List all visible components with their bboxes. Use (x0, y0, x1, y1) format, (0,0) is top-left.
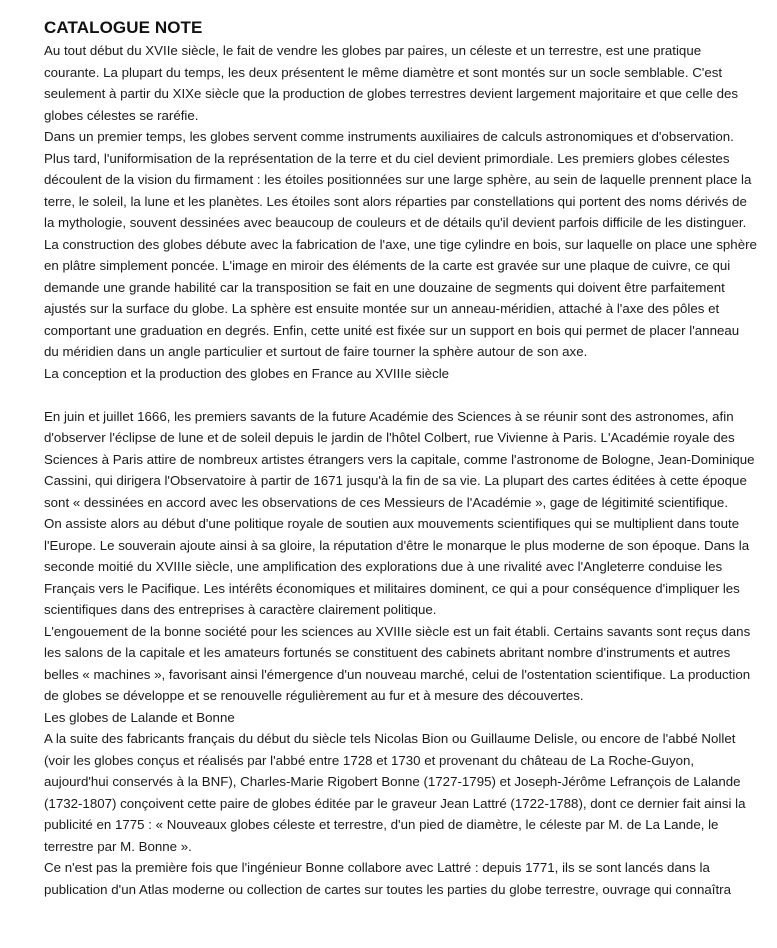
paragraph-astronomical-instruments: Dans un premier temps, les globes servent comme instruments auxiliaires de calculs astronomiques et d'observation. Plus tard, l'uniformisation de la représentation de la terre et du ciel devient primordiale. Les premiers globes célestes découlent de la vision du firmament : les étoiles positionnées sur une large sphère, au sein de laquelle prennent place la terre, le soleil, la lune et les planètes. Les étoiles sont alors réparties par constellations qui portent des noms dérivés de la mythologie, souvent dessinées avec beaucoup de couleurs et de détails qu'il devient parfois difficile de les distinguer. (44, 129, 752, 230)
paragraph-globe-construction: La construction des globes débute avec la fabrication de l'axe, une tige cylindre en bois, sur laquelle on place une sphère en plâtre simplement poncée. L'image en miroir des éléments de la carte est gravée sur une plaque de cuivre, ce qui demande une grande habilité car la transposition se fait en une douzaine de segments qui doivent être parfaitement ajustés sur la surface du globe. La sphère est ensuite montée sur un anneau-méridien, attaché à l'axe des pôles et comportant une graduation en degrés. Enfin, cette unité est fixée sur un support en bois qui permet de placer l'anneau du méridien dans un angle particulier et surtout de faire tourner la sphère autour de son axe. (44, 236, 757, 359)
paragraph-french-makers: A la suite des fabricants français du début du siècle tels Nicolas Bion ou Guillaume Delisle, ou encore de l'abbé Nollet (voir les globes conçus et réalisés par l'abbé entre 1728 et 1730 et provenant du château de La Roche-Guyon, aujourd'hui conservés à la BNF), Charles-Marie Rigobert Bonne (1727-1795) et Joseph-Jérôme Lefrançois de Lalande (1732-1807) conçoivent cette paire de globes éditée par le graveur Jean Lattré (1722-1788), dont ce dernier fait ainsi la publicité en 1775 : « Nouveaux globes céleste et terrestre, d'un pied de diamètre, le céleste par M. de La Lande, le terrestre par M. Bonne ». (44, 731, 746, 854)
section-title-france-18th-century: La conception et la production des globes en France au XVIIIe siècle (44, 365, 450, 381)
paragraph-bonne-lattre: Ce n'est pas la première fois que l'ingénieur Bonne collabore avec Lattré : depuis 1771, ils se sont lancés dans la publication d'un Atlas moderne ou collection de cartes sur toutes les parties du globe terrestre, ouvrage qui connaîtra (44, 860, 731, 897)
blank-line (44, 384, 757, 406)
section-title-lalande-bonne: Les globes de Lalande et Bonne (44, 709, 235, 725)
paragraph-academie-des-sciences: En juin et juillet 1666, les premiers savants de la future Académie des Sciences à se réunir sont des astronomes, afin d'observer l'éclipse de lune et de soleil depuis le jardin de l'hôtel Colbert, rue Vivienne à Paris. L'Académie royale des Sciences à Paris attire de nombreux artistes étrangers vers la capitale, comme l'astronome de Bologne, Jean-Dominique Cassini, qui dirigera l'Observatoire à partir de 1671 jusqu'à la fin de sa vie. La plupart des cartes éditées à cette époque sont « dessinées en accord avec les observations de ces Messieurs de l'Académie », gage de légitimité scientifique. (44, 408, 755, 510)
paragraph-globes-pairs: Au tout début du XVIIe siècle, le fait de vendre les globes par paires, un céleste et un terrestre, est une pratique courante. La plupart du temps, les deux présentent le même diamètre et sont montés sur un socle semblable. C'est seulement à partir du XIXe siècle que la production de globes terrestres devient largement majoritaire et que celle des globes célestes se raréfie. (44, 43, 739, 123)
paragraph-high-society-science: L'engouement de la bonne société pour les sciences au XVIIIe siècle est un fait établi. Certains savants sont reçus dans les salons de la capitale et les amateurs fortunés se constituent des cabinets abritant nombre d'instruments et autres belles « machines », favorisant ainsi l'émergence d'un nouveau marché, celui de l'ostentation scientifique. La production de globes se développe et se renouvelle régulièrement au fur et à mesure des découvertes. (44, 623, 751, 703)
paragraph-royal-policy: On assiste alors au début d'une politique royale de soutien aux mouvements scientifiques qui se multiplient dans toute l'Europe. Le souverain ajoute ainsi à sa gloire, la réputation d'être le monarque le plus moderne de son époque. Dans la seconde moitié du XVIIIe siècle, une amplification des explorations due à une rivalité avec l'Angleterre conduise les Français vers le Pacifique. Les intérêts économiques et militaires dominent, ce qui a pour conséquence d'impliquer les scientifiques dans des entreprises à caractère clairement politique. (44, 516, 750, 617)
catalogue-note-heading: CATALOGUE NOTE (44, 18, 203, 37)
